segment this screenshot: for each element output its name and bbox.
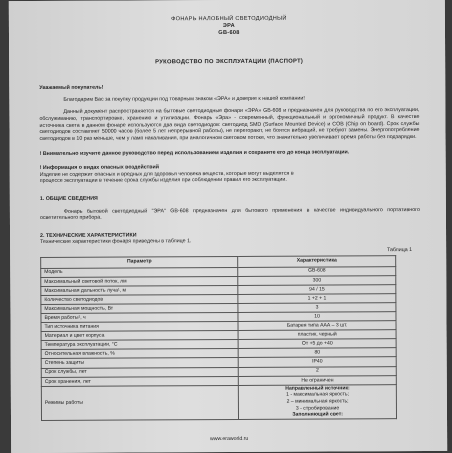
value-cell: 2 bbox=[239, 366, 397, 376]
param-cell: Количество светодиодов bbox=[41, 294, 238, 304]
hazard-line-1: Изделие не содержит опасных и вредных для здоровья человека веществ, которые могут выделятся в bbox=[39, 170, 294, 178]
value-cell: 10 bbox=[238, 312, 396, 322]
mode-line: 3 - стробирование bbox=[295, 405, 340, 412]
value-cell: 3 bbox=[238, 303, 396, 313]
param-cell: Максимальный световой поток, лм bbox=[41, 276, 238, 286]
value-cell: 94 / 15 bbox=[238, 284, 396, 294]
model-name: GB-608 bbox=[218, 29, 240, 37]
document-sheet bbox=[9, 0, 447, 453]
value-cell: IP40 bbox=[238, 357, 396, 367]
param-cell: Срок хранения, лет bbox=[41, 376, 238, 386]
value-cell: 1 +2 + 1 bbox=[238, 293, 396, 303]
footer-url: www.eraworld.ru bbox=[209, 435, 249, 442]
param-cell: Температура эксплуатации, °С bbox=[41, 340, 238, 350]
value-cell: 300 bbox=[238, 275, 396, 285]
value-cell: GB-608 bbox=[238, 266, 396, 276]
mode-line: Заполняющий свет: bbox=[292, 411, 343, 418]
column-header-param: Параметр bbox=[41, 256, 238, 268]
document-header bbox=[39, 15, 419, 67]
param-cell: Модель bbox=[41, 267, 238, 277]
value-cell-modes bbox=[239, 384, 397, 419]
mode-line: Направленный источник: bbox=[285, 385, 350, 392]
intro-paragraph: Данный документ распространяется на бытовые светодиодные фонари «ЭРА» GB-608 и предназначен для руководства по его эксплуатации, обслуживанию, транспортировке, хранению и утилизации. Фонарь «Эра» - современный, функциональный и эргономичный продукт. В качестве источника света в данном фонаре используются два вида светодиодов: светодиод SMD (Surface Mounted Device) и COB (Chip on board). Срок службы светодиодов составляет 50000 часов (более 5 лет непрерывной работы), не перегорают, не боятся вибраций, не требуют замены. Энергопотребление светодиодов в 10 раз меньше, чем у ламп накаливания, при аналогичном световом потоке, что значительно увеличивает время работы без подзарядки. bbox=[39, 107, 420, 142]
section-1-title: 1. ОБЩИЕ СВЕДЕНИЯ bbox=[39, 195, 98, 202]
thanks-paragraph: Благодарим Вас за покупку продукции под товарным знаком «ЭРА» и доверие к нашей компании! bbox=[63, 95, 305, 103]
warning-notice: ! Внимательно изучите данное руководство перед использованием изделия и сохраните его до конца эксплуатации. bbox=[39, 149, 350, 158]
param-cell: Относительная влажность, % bbox=[41, 349, 238, 359]
hazard-line-2: процессе эксплуатации в течение срока службы изделия при соблюдении правил его эксплуатации. bbox=[39, 176, 287, 185]
value-cell: Батарея типа ААА – 3 шт. bbox=[238, 321, 396, 331]
hazard-title: ! Информация о видах опасных воздействий bbox=[39, 164, 160, 172]
value-cell: От +5 до +40 bbox=[238, 339, 396, 349]
value-cell: Не ограничен bbox=[239, 375, 397, 385]
table-row-modes bbox=[41, 384, 396, 420]
specs-table-body bbox=[41, 266, 397, 420]
param-cell: Режимы работы bbox=[41, 385, 238, 420]
mode-line: 2 – минимальная яркость; bbox=[286, 398, 349, 405]
value-cell: 80 bbox=[238, 348, 396, 358]
param-cell: Тип источника питания bbox=[41, 322, 238, 332]
specs-table bbox=[40, 255, 397, 421]
param-cell: Срок службы, лет bbox=[41, 367, 238, 377]
param-cell: Максимальная дальность луча¹, м bbox=[41, 285, 238, 295]
greeting: Уважаемый покупатель! bbox=[39, 84, 104, 92]
param-cell: Максимальная мощность, Вт bbox=[41, 303, 238, 313]
product-line: ФОНАРЬ НАЛОБНЫЙ СВЕТОДИОДНЫЙ bbox=[171, 15, 287, 23]
param-cell: Время работы¹, ч bbox=[41, 312, 238, 322]
column-header-value: Характеристика bbox=[238, 255, 396, 267]
brand-name: ЭРА bbox=[222, 22, 236, 30]
param-cell: Степень защиты bbox=[41, 358, 238, 368]
param-cell: Материал и цвет корпуса bbox=[41, 331, 238, 341]
manual-title: РУКОВОДСТВО ПО ЭКСПЛУАТАЦИИ (ПАСПОРТ) bbox=[155, 58, 304, 66]
mode-line: 1 - максимальная яркость; bbox=[286, 391, 349, 399]
table-caption: Таблица 1 bbox=[386, 246, 413, 254]
section-2-text: Технические характеристики фонаря приведены в таблице 1. bbox=[40, 238, 192, 246]
section-1-text: Фонарь бытовой светодиодный "ЭРА" GB-608 предназначен для бытового применения в качестве индивидуального портативного осветительного прибора. bbox=[39, 206, 420, 222]
section-2-title: 2. ТЕХНИЧЕСКИЕ ХАРАКТЕРИСТИКИ bbox=[40, 232, 137, 239]
value-cell: пластик, черный bbox=[238, 330, 396, 340]
